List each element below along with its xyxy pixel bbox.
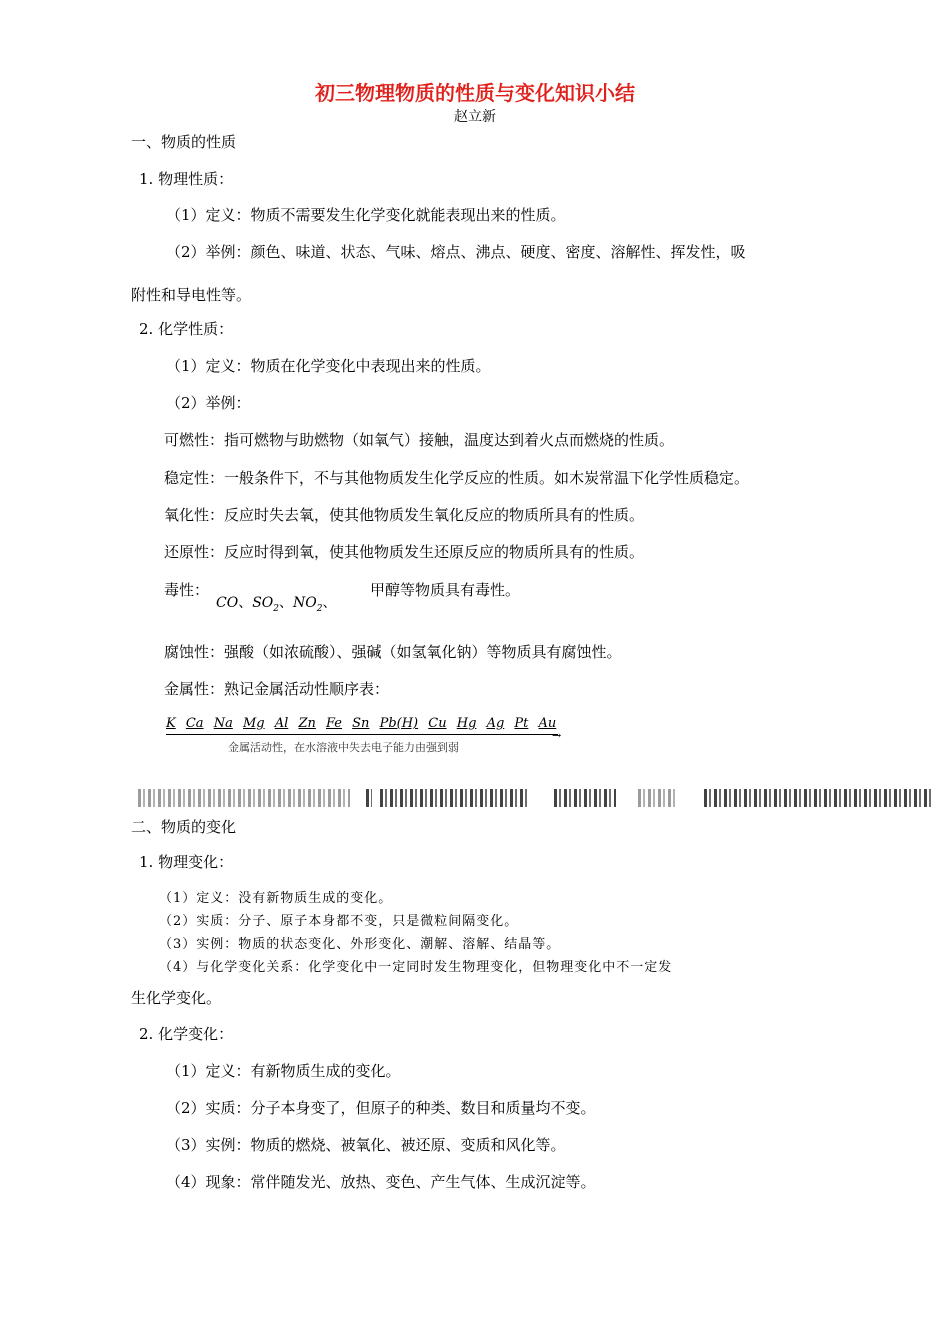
chemical-property-examples-label: （2）举例： — [166, 394, 251, 412]
metal-activity-note: 金属活动性，在水溶液中失去电子能力由强到弱 — [228, 741, 459, 754]
physical-change-definition: （1）定义：没有新物质生成的变化。 — [159, 891, 393, 906]
metal-item: Au — [538, 716, 557, 731]
metal-item: Mg — [242, 716, 265, 731]
garbled-text-strip — [134, 789, 934, 807]
metal-item: Pt — [514, 716, 529, 731]
metal-item: Na — [213, 716, 233, 731]
metal-item: Al — [274, 716, 289, 731]
section-2-heading: 二、物质的变化 — [131, 818, 237, 836]
oxidizing-text: 氧化性：反应时失去氧，使其他物质发生氧化反应的物质所具有的性质。 — [164, 506, 645, 524]
metal-activity-series — [166, 716, 562, 731]
chemical-change-examples: （3）实例：物质的燃烧、被氧化、被还原、变质和风化等。 — [166, 1136, 566, 1154]
metallic-text: 金属性：熟记金属活动性顺序表： — [164, 680, 390, 698]
toxicity-label: 毒性： — [164, 581, 210, 599]
formula-so2: SO — [252, 595, 274, 611]
metal-item: Pb(H) — [379, 716, 419, 731]
activity-arrow — [166, 734, 558, 735]
stability-text: 稳定性：一般条件下，不与其他物质发生化学反应的性质。如木炭常温下化学性质稳定。 — [164, 469, 750, 487]
chemical-change-definition: （1）定义：有新物质生成的变化。 — [166, 1062, 401, 1080]
physical-change-relation: （4）与化学变化关系：化学变化中一定同时发生物理变化，但物理变化中不一定发 — [159, 960, 673, 975]
chemical-change-heading: 2. 化学变化： — [139, 1025, 234, 1043]
metal-item: Ca — [185, 716, 204, 731]
metal-item: Ag — [486, 716, 505, 731]
section-1-heading: 一、物质的性质 — [131, 133, 237, 151]
metal-item: K — [166, 716, 176, 731]
toxicity-text: 甲醇等物质具有毒性。 — [370, 581, 521, 599]
physical-change-examples: （3）实例：物质的状态变化、外形变化、潮解、溶解、结晶等。 — [159, 937, 561, 952]
corrosiveness-text: 腐蚀性：强酸（如浓硫酸）、强碱（如氢氧化钠）等物质具有腐蚀性。 — [164, 643, 622, 661]
metal-item: Fe — [326, 716, 343, 731]
chemical-change-phenomena: （4）现象：常伴随发光、放热、变色、产生气体、生成沉淀等。 — [166, 1173, 596, 1191]
arrow-head-icon: → — [552, 729, 562, 742]
doc-author: 赵立新 — [454, 109, 496, 125]
reducing-text: 还原性：反应时得到氧，使其他物质发生还原反应的物质所具有的性质。 — [164, 543, 645, 561]
physical-change-heading: 1. 物理变化： — [139, 853, 234, 871]
physical-change-relation-cont: 生化学变化。 — [131, 989, 222, 1007]
physical-property-examples-cont: 附性和导电性等。 — [131, 286, 252, 304]
metal-item: Cu — [428, 716, 447, 731]
chemical-property-definition: （1）定义：物质在化学变化中表现出来的性质。 — [166, 357, 491, 375]
formula-co: CO — [216, 595, 239, 611]
toxic-formulas: CO、$SO_2$、$NO_2$、 — [216, 595, 337, 614]
chemical-property-heading: 2. 化学性质： — [139, 320, 234, 338]
physical-change-nature: （2）实质：分子、原子本身都不变，只是微粒间隔变化。 — [159, 914, 519, 929]
physical-property-examples: （2）举例：颜色、味道、状态、气味、熔点、沸点、硬度、密度、溶解性、挥发性，吸 — [166, 243, 746, 261]
metal-item: Hg — [456, 716, 477, 731]
flammability-text: 可燃性：指可燃物与助燃物（如氧气）接触，温度达到着火点而燃烧的性质。 — [164, 431, 675, 449]
physical-property-definition: （1）定义：物质不需要发生化学变化就能表现出来的性质。 — [166, 206, 566, 224]
doc-title: 初三物理物质的性质与变化知识小结 — [315, 81, 635, 105]
metal-item: Sn — [352, 716, 370, 731]
chemical-change-nature: （2）实质：分子本身变了，但原子的种类、数目和质量均不变。 — [166, 1099, 596, 1117]
physical-property-heading: 1. 物理性质： — [139, 170, 234, 188]
metal-item: Zn — [298, 716, 316, 731]
formula-no2: NO — [293, 595, 317, 611]
